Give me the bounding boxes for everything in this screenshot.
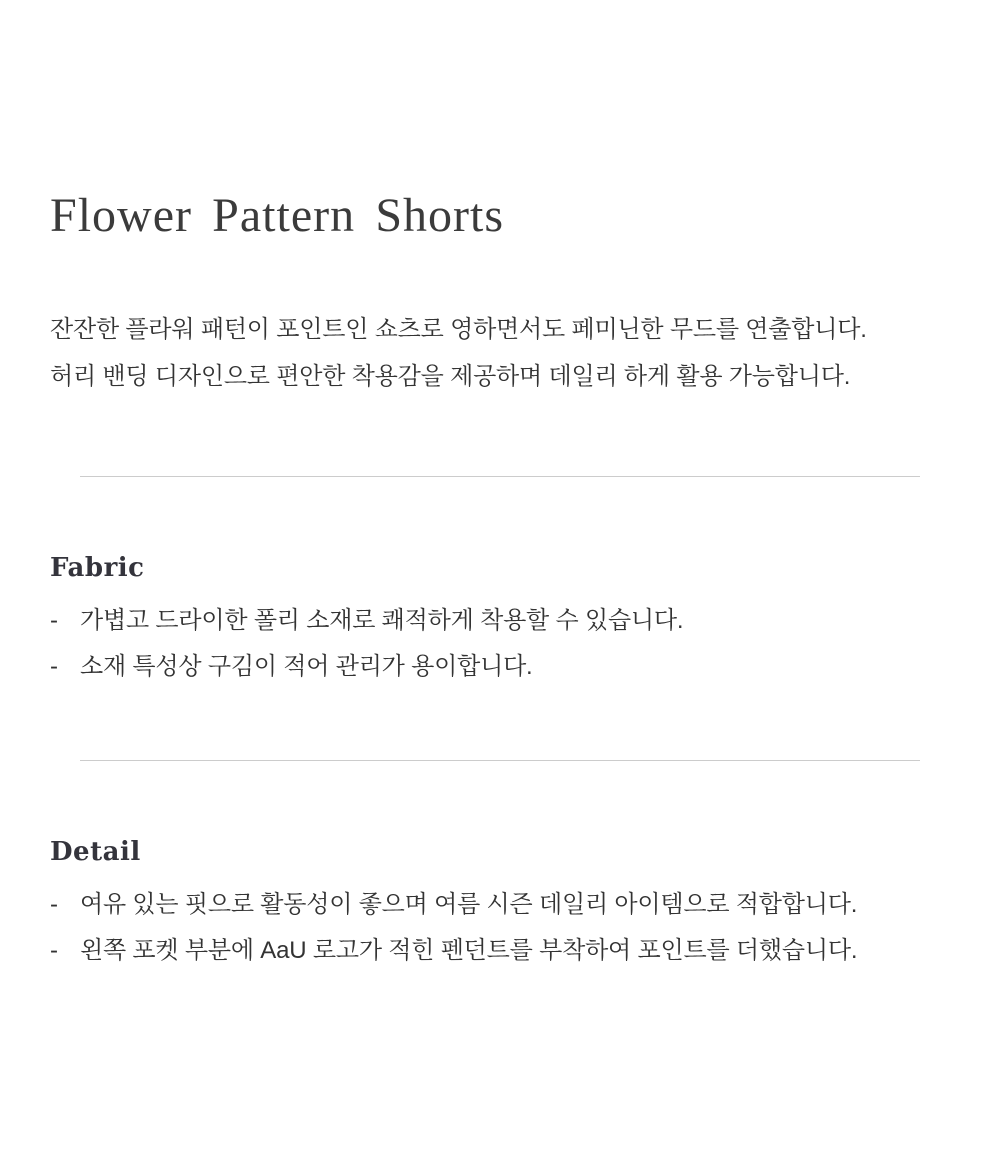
product-title: Flower Pattern Shorts bbox=[50, 189, 505, 242]
section-divider bbox=[80, 760, 920, 761]
list-item bbox=[50, 928, 950, 974]
dash-bullet: - bbox=[50, 937, 58, 964]
fabric-section bbox=[50, 553, 950, 690]
list-item-text: 여유 있는 핏으로 활동성이 좋으며 여름 시즌 데일리 아이템으로 적합합니다. bbox=[80, 891, 858, 918]
detail-bullet-list bbox=[50, 882, 950, 974]
section-divider bbox=[80, 476, 920, 477]
dash-bullet: - bbox=[50, 891, 58, 918]
section-heading-detail: Detail bbox=[50, 837, 141, 867]
product-intro-line-2: 허리 밴딩 디자인으로 편안한 착용감을 제공하며 데일리 하게 활용 가능합니다. bbox=[50, 363, 851, 390]
detail-section bbox=[50, 837, 950, 974]
list-item-text: 왼쪽 포켓 부분에 AaU 로고가 적힌 펜던트를 부착하여 포인트를 더했습니다. bbox=[80, 937, 858, 964]
fabric-bullet-list bbox=[50, 598, 950, 690]
list-item-text: 가볍고 드라이한 폴리 소재로 쾌적하게 착용할 수 있습니다. bbox=[80, 607, 684, 634]
product-intro-line-1: 잔잔한 플라워 패턴이 포인트인 쇼츠로 영하면서도 페미닌한 무드를 연출합니다. bbox=[50, 316, 867, 343]
product-intro bbox=[50, 306, 950, 400]
list-item bbox=[50, 882, 950, 928]
dash-bullet: - bbox=[50, 607, 58, 634]
list-item bbox=[50, 644, 950, 690]
dash-bullet: - bbox=[50, 653, 58, 680]
list-item bbox=[50, 598, 950, 644]
section-heading-fabric: Fabric bbox=[50, 553, 145, 583]
list-item-text: 소재 특성상 구김이 적어 관리가 용이합니다. bbox=[80, 653, 533, 680]
